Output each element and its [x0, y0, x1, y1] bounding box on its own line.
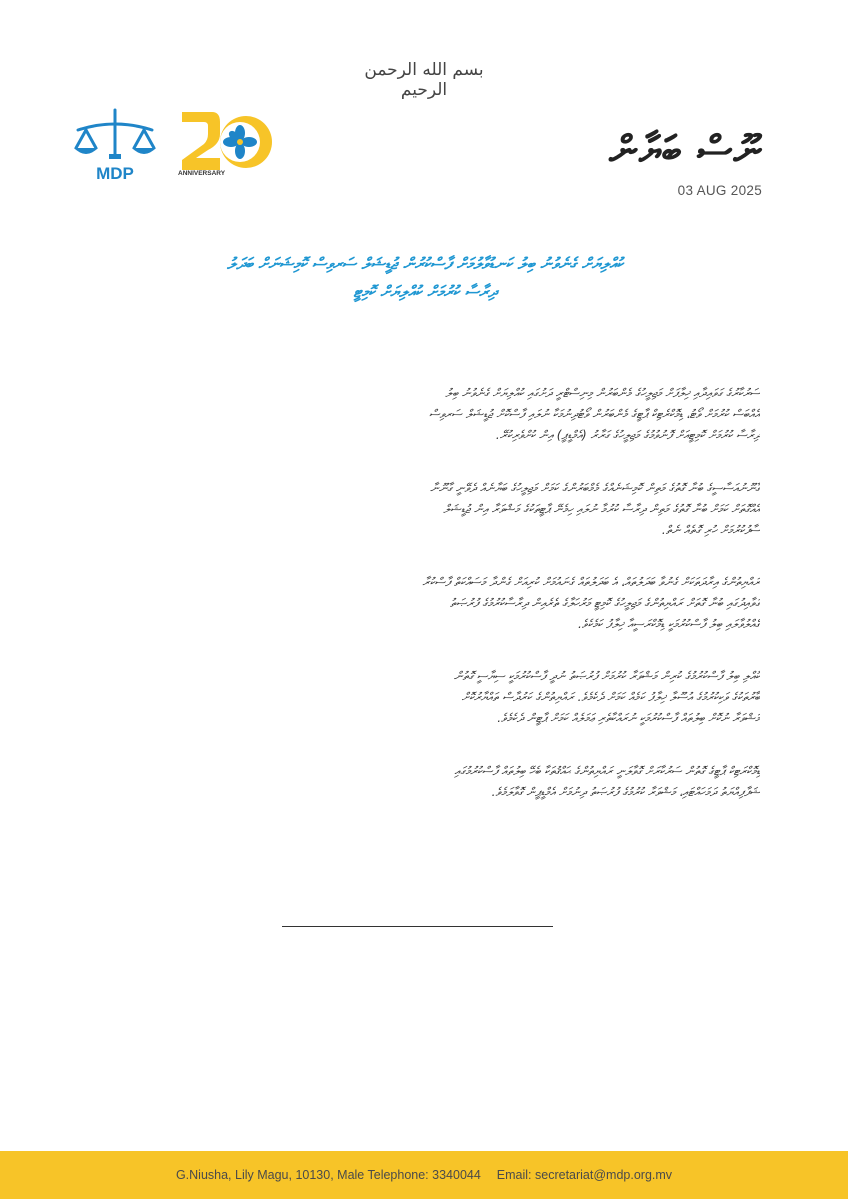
paragraph-line: އެއްބަސް ކުރުމަށް ވޯޓު، ޑިމޮކްރެޓިކް ޕާޓީގެ މެންބަރުން ވޯޓުދިނުމަކާ ނުލައި ފާސްކޮށް ޖުޑީޝަލް ސަރވިސް [428, 407, 760, 421]
paragraph-line: ބާރުތަކުގެ ވަކިކުރުމުގެ އުސޫލާ ޚިލާފު ކަމެއް ކަމަށް ދެކެމެވެ. ރައްޔިތުންގެ ކަރުދާސް ތައްޔާރުކޮށް [461, 690, 760, 704]
paragraph-line: ގެއްލުވާލައި ބިލު ފާސްކުރުމަކީ ޑިމޮކްރަސީއާ ޚިލާފު ކަމެކެވެ. [577, 617, 760, 631]
paragraph-line: ގާނޫނުއަސާސީގެ ބުނާ ގޮތުގެ މަތިން ކޮމިޝަނެއްގެ މެމްބަރުންގެ ކަމަށް މަޖިލީހުގެ ބަޔާނެއް ދެވޭނީ ގާނޫނާ [430, 481, 760, 495]
paragraph-line: މަޝްވަރާ ނުކޮށް ބިލުތައް ފާސްކުރުމަކީ ނުރައްކާތެރި ޢަމަލެއް ކަމަށް ޕާޓީން ދެކެމެވެ. [497, 711, 760, 725]
body-paragraph-3 [88, 572, 760, 635]
paragraph-line: ސަރުކާރުގެ ގަވައިދާއި ޚިލާފަށް މަޖިލީހުގެ މެންބަރުން މިނިސްޓްރީ ދަށުގައި ކުއްލިޔަށް ގެނެވުނު ބިލު [445, 386, 760, 400]
footer [0, 1151, 848, 1199]
anniversary-logo-text: ANNIVERSARY [178, 170, 226, 177]
body-paragraph-2 [88, 478, 760, 541]
headline [100, 250, 750, 306]
footer-address: G.Niusha, Lily Magu, 10130, Male Telephone: 3340044 [175, 1168, 481, 1182]
headline-line: ދިރާސާ ކުރުމަށް ކުއްލިޔަށް ކޮމިޓީ [353, 282, 497, 301]
headline-line: ކުއްލިޔަށް ގެނެވުނު ބިލު ކަނޑުވާލުމަށް ފާސްކުރުން ޖުޑީޝަލް ސަރވިސް ކޮމިޝަނަށް ބަދަލު [226, 254, 624, 273]
paragraph-line: ޝަފާފިއްޔަތު ދަމަހައްޓައި، މަޝްވަރާ ކުރުމުގެ ފުރުޞަތު ދިނުމަށް އެމްޑީޕީން ގޮވާލަމެވެ. [491, 785, 760, 799]
paragraph-line: ގަވާއިދުގައި ބުނާ ގޮތަށް ރައްޔިތުންގެ މަޖިލީހުގެ ކޮމިޓީ މަރުހަލާގެ ތެރެއިން ދިރާސާކުރުމުގެ ފުރުޞަތު [449, 596, 760, 610]
paragraph-line: އެއްގޮތަށް ކަމަށް ބުނާ ގޮތުގެ މަތިން ދިރާސާ ކުރުމާ ނުލައި ހިމެނޭ ޕާޓީތަކުގެ މަޝްވަރާ އިން ޖުޑީޝަލް [443, 502, 760, 516]
body-paragraph-1 [88, 383, 760, 446]
paragraph-line: ދިރާސާ ކުރުމަށް ކޮމިޓީއަށް ފޮނުވުމުގެ މަޖިލީހުގެ ގަރާރު (އެމްޑީޕީ) އިން ކުށްވެރިކުރޭ. [495, 428, 760, 442]
footer-email[interactable]: Email: secretariat@mdp.org.mv [496, 1168, 673, 1182]
bismillah-calligraphy: بسم الله الرحمن الرحيم [364, 60, 484, 100]
paragraph-line: ކުއްލި ބިލު ފާސްކުރުމުގެ ކުރިން މަޝްވަރާ ކުރުމަށް ފުރުޞަތު ނުދީ ފާސްކުރުމަކީ ސިޔާސީ ގޮތުން [453, 669, 760, 683]
paragraph-line: ޑިމޮކްރަޓިކް ޕާޓީގެ ގޮތުން ސަރުކާރަށް ގޮވާލަނީ ރައްޔިތުންގެ ޙައްޤުތަކާ ބެހޭ ބިލުތައް ފާސްކުރުމުގައި [454, 764, 760, 778]
body-paragraph-5 [88, 761, 760, 803]
signature-line [282, 926, 553, 927]
document-type-title: ނޫސް ބަޔާން [609, 128, 762, 174]
body-paragraph-4 [88, 666, 760, 729]
party-logo-text: MDP [96, 164, 134, 183]
paragraph-line: ސާފުކުރުމަށް ހުރި ގޮތެއް ނެތް. [661, 523, 760, 537]
document-date: 03 AUG 2025 [677, 183, 762, 198]
logo-block [70, 104, 270, 194]
paragraph-line: ރައްޔިތުންގެ އިރާދަތަކަށް ގެނުވާ ބަދަލުތައް، އެ ބަދަލުތައް ގެނައުމަށް ކުރިއަށް ގެންދާ މަސައްކަތް ފާސްކުރާ [422, 575, 760, 589]
